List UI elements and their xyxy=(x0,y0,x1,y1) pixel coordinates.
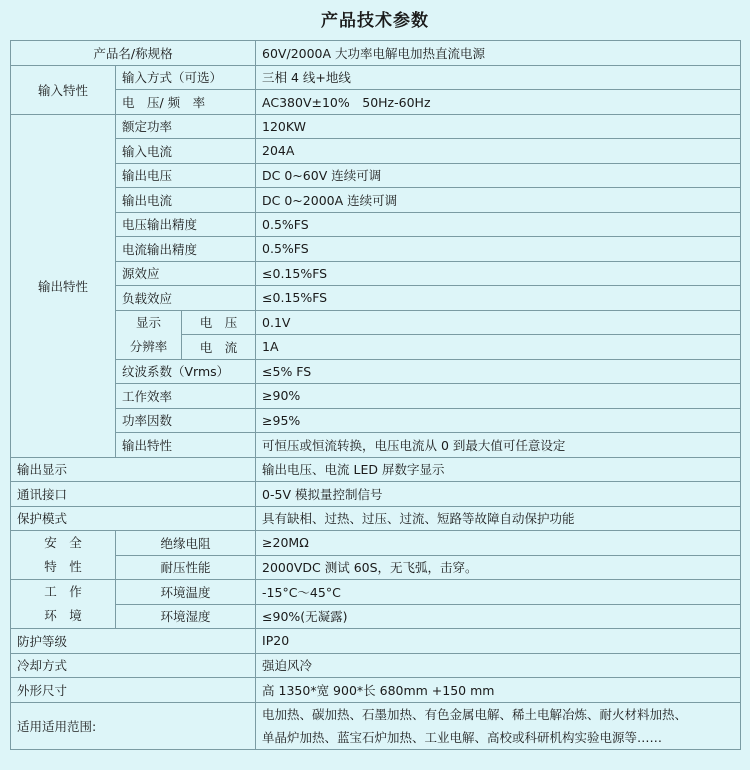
humidity-value: ≤90%(无凝露) xyxy=(256,604,741,629)
current-accuracy-value: 0.5%FS xyxy=(256,237,741,262)
application-line1: 电加热、碳加热、石墨加热、有色金属电解、稀土电解冶炼、耐火材料加热、 xyxy=(262,706,688,722)
resolution-current-value: 1A xyxy=(256,335,741,360)
table-row xyxy=(11,90,741,115)
efficiency-value: ≥90% xyxy=(256,384,741,409)
environment-group-label xyxy=(11,580,116,629)
table-row xyxy=(11,531,741,556)
resolution-voltage-value: 0.1V xyxy=(256,310,741,335)
table-row xyxy=(11,457,741,482)
ripple-label: 纹波系数（Vrms） xyxy=(116,359,256,384)
withstand-label: 耐压性能 xyxy=(116,555,256,580)
table-row xyxy=(11,212,741,237)
comm-value: 0-5V 模拟量控制信号 xyxy=(256,482,741,507)
output-current-label: 输出电流 xyxy=(116,188,256,213)
temperature-label: 环境温度 xyxy=(116,580,256,605)
table-row xyxy=(11,408,741,433)
voltage-accuracy-value: 0.5%FS xyxy=(256,212,741,237)
ripple-value: ≤5% FS xyxy=(256,359,741,384)
table-row xyxy=(11,139,741,164)
table-row xyxy=(11,604,741,629)
protection-value: 具有缺相、过热、过压、过流、短路等故障自动保护功能 xyxy=(256,506,741,531)
table-row xyxy=(11,702,741,749)
efficiency-label: 工作效率 xyxy=(116,384,256,409)
table-row xyxy=(11,580,741,605)
output-characteristic-label: 输出特性 xyxy=(116,433,256,458)
input-method-label: 输入方式（可选） xyxy=(116,65,256,90)
protection-label: 保护模式 xyxy=(11,506,256,531)
output-group-label: 输出特性 xyxy=(11,114,116,457)
source-effect-value: ≤0.15%FS xyxy=(256,261,741,286)
temperature-value: -15°C～45°C xyxy=(256,580,741,605)
environment-group-line2: 环 境 xyxy=(44,608,82,623)
withstand-value: 2000VDC 测试 60S，无飞弧，击穿。 xyxy=(256,555,741,580)
table-row xyxy=(11,653,741,678)
application-label: 适用适用范围: xyxy=(11,702,256,749)
output-characteristic-value: 可恒压或恒流转换，电压电流从 0 到最大值可任意设定 xyxy=(256,433,741,458)
voltage-accuracy-label: 电压输出精度 xyxy=(116,212,256,237)
source-effect-label: 源效应 xyxy=(116,261,256,286)
cooling-label: 冷却方式 xyxy=(11,653,256,678)
input-current-value: 204A xyxy=(256,139,741,164)
table-row xyxy=(11,65,741,90)
resolution-label-line2: 分辨率 xyxy=(129,338,168,354)
table-row xyxy=(11,163,741,188)
output-current-value: DC 0~2000A 连续可调 xyxy=(256,188,741,213)
rated-power-value: 120KW xyxy=(256,114,741,139)
humidity-label: 环境湿度 xyxy=(116,604,256,629)
size-label: 外形尺寸 xyxy=(11,678,256,703)
resolution-label xyxy=(116,310,182,359)
display-label: 输出显示 xyxy=(11,457,256,482)
application-value xyxy=(256,702,741,749)
cooling-value: 强迫风冷 xyxy=(256,653,741,678)
table-row xyxy=(11,114,741,139)
power-factor-value: ≥95% xyxy=(256,408,741,433)
table-row xyxy=(11,433,741,458)
input-method-value: 三相 4 线+地线 xyxy=(256,65,741,90)
table-row xyxy=(11,359,741,384)
model-label: 产品名/称规格 xyxy=(11,41,256,66)
input-voltage-value: AC380V±10% 50Hz-60Hz xyxy=(256,90,741,115)
ip-label: 防护等级 xyxy=(11,629,256,654)
application-line2: 单晶炉加热、蓝宝石炉加热、工业电解、高校或科研机构实验电源等…… xyxy=(262,729,663,745)
table-row xyxy=(11,188,741,213)
ip-value: IP20 xyxy=(256,629,741,654)
environment-group-line1: 工 作 xyxy=(44,584,82,599)
table-row xyxy=(11,261,741,286)
safety-group-label xyxy=(11,531,116,580)
load-effect-value: ≤0.15%FS xyxy=(256,286,741,311)
display-value: 输出电压、电流 LED 屏数字显示 xyxy=(256,457,741,482)
input-group-label: 输入特性 xyxy=(11,65,116,114)
rated-power-label: 额定功率 xyxy=(116,114,256,139)
insulation-value: ≥20MΩ xyxy=(256,531,741,556)
input-voltage-label: 电 压/ 频 率 xyxy=(116,90,256,115)
table-row xyxy=(11,678,741,703)
comm-label: 通讯接口 xyxy=(11,482,256,507)
table-row xyxy=(11,384,741,409)
model-value: 60V/2000A 大功率电解电加热直流电源 xyxy=(256,41,741,66)
input-current-label: 输入电流 xyxy=(116,139,256,164)
safety-group-line1: 安 全 xyxy=(44,535,82,550)
table-row xyxy=(11,286,741,311)
table-row xyxy=(11,629,741,654)
table-row xyxy=(11,310,741,335)
resolution-current-label: 电 流 xyxy=(182,335,256,360)
size-value: 高 1350*宽 900*长 680mm +150 mm xyxy=(256,678,741,703)
table-row xyxy=(11,506,741,531)
resolution-label-line1: 显示 xyxy=(135,314,161,330)
table-row xyxy=(11,237,741,262)
resolution-voltage-label: 电 压 xyxy=(182,310,256,335)
safety-group-line2: 特 性 xyxy=(44,559,82,574)
spec-table xyxy=(10,40,741,750)
load-effect-label: 负载效应 xyxy=(116,286,256,311)
current-accuracy-label: 电流输出精度 xyxy=(116,237,256,262)
table-row xyxy=(11,41,741,66)
page-title: 产品技术参数 xyxy=(321,11,429,31)
table-row xyxy=(11,482,741,507)
table-row xyxy=(11,555,741,580)
power-factor-label: 功率因数 xyxy=(116,408,256,433)
output-voltage-value: DC 0~60V 连续可调 xyxy=(256,163,741,188)
insulation-label: 绝缘电阻 xyxy=(116,531,256,556)
output-voltage-label: 输出电压 xyxy=(116,163,256,188)
